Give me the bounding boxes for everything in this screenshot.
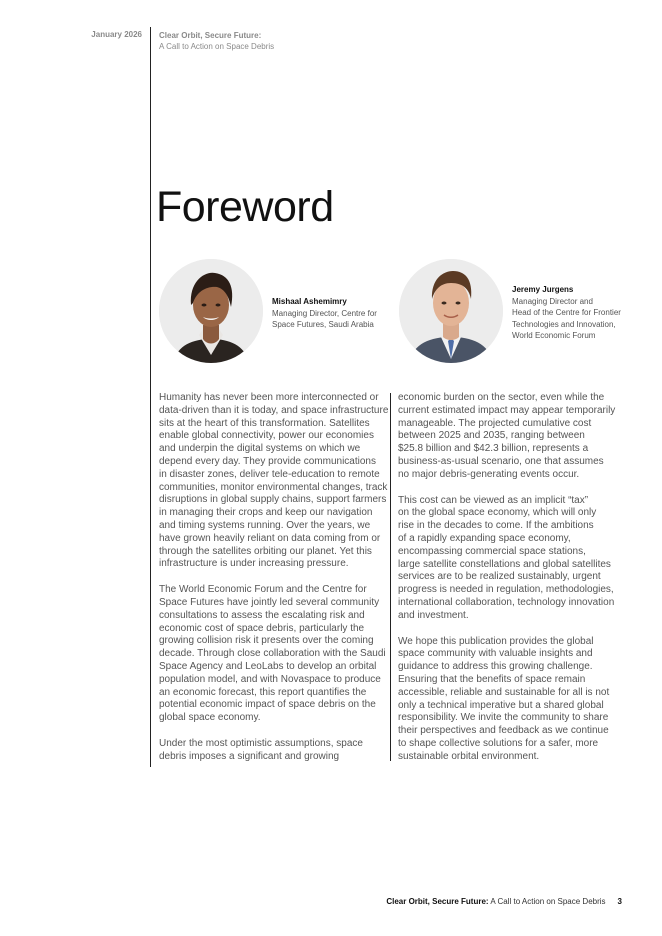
- header-title: Clear Orbit, Secure Future:: [159, 31, 262, 40]
- paragraph: We hope this publication provides the global space community with valuable insights and guidance to address this growing challenge. Ensuring that the benefits of space remain accessible, reliable and sustainable for all is not only a technical imperative but a shared global responsibility. We invite the community to share their perspectives and feedback as we continue to shape collective solutions for a safer, more sustainable orbital environment.: [398, 635, 610, 762]
- person-name: Mishaal Ashemimry: [272, 297, 347, 306]
- paragraph: Humanity has never been more interconnected or data-driven than it is today, and space infrastructure sits at the heart of this transformation. Satellites enable global connectivity, power our economies and underpin the digital systems on which we depend every day. They provide communications in disaster zones, deliver tele-education to remote communities, monitor environmental changes, track disruptions in global supply chains, support farmers in managing their crops and keep our navigation and timing systems running. Over the years, we have grown heavily reliant on data coming from or through the satellites orbiting our planet. Yet this infrastructure is under increasing pressure.: [159, 392, 389, 570]
- body-column-right: [398, 392, 630, 777]
- paragraph: Under the most optimistic assumptions, space debris imposes a significant and growing: [159, 737, 363, 762]
- header-date: January 2026: [91, 30, 142, 39]
- portrait-photo-1: [159, 259, 263, 363]
- margin-rule-left: [150, 27, 151, 767]
- paragraph: economic burden on the sector, even while the current estimated impact may appear temporarily manageable. The projected cumulative cost between 2025 and 2035, ranging between $25.8 billion and $42.3 billion, represents a business-as-usual scenario, one that assumes no major debris-generating events occur.: [398, 392, 616, 480]
- body-column-left: [159, 392, 389, 777]
- header-report-title: [159, 30, 274, 52]
- column-rule: [390, 393, 391, 761]
- person-name: Jeremy Jurgens: [512, 285, 574, 294]
- person-mishaal-ashemimry: [272, 296, 392, 331]
- person-role: Managing Director, Centre for Space Futures, Saudi Arabia: [272, 308, 377, 329]
- footer-title-bold: Clear Orbit, Secure Future:: [386, 897, 489, 906]
- avatar-mishaal-ashemimry: [159, 259, 263, 363]
- portrait-photo-2: [399, 259, 503, 363]
- person-jeremy-jurgens: [512, 284, 632, 342]
- footer-title-rest: A Call to Action on Space Debris: [488, 897, 606, 906]
- person-role: Managing Director and Head of the Centre for Frontier Technologies and Innovation, World Economic Forum: [512, 296, 621, 340]
- paragraph: This cost can be viewed as an implicit “tax” on the global space economy, which will only rise in the decades to come. If the ambitions of a rapidly expanding space economy, encompassing commercial space stations, large satellite constellations and global satellites services are to be realized sustainably, urgent progress is needed in regulation, methodologies, international collaboration, technology innovation and investment.: [398, 494, 615, 621]
- page-footer: [386, 897, 622, 906]
- page-number: 3: [617, 897, 622, 906]
- avatar-jeremy-jurgens: [399, 259, 503, 363]
- page-title: Foreword: [156, 183, 334, 231]
- paragraph: The World Economic Forum and the Centre for Space Futures have jointly led several community consultations to assess the escalating risk and economic cost of space debris, particularly the growing collision risk it presents over the coming decade. Through close collaboration with the Saudi Space Agency and LeoLabs to develop an orbital population model, and with Novaspace to produce an economic forecast, this report quantifies the potential economic impact of space debris on the global space economy.: [159, 584, 386, 724]
- header-subtitle: A Call to Action on Space Debris: [159, 42, 275, 51]
